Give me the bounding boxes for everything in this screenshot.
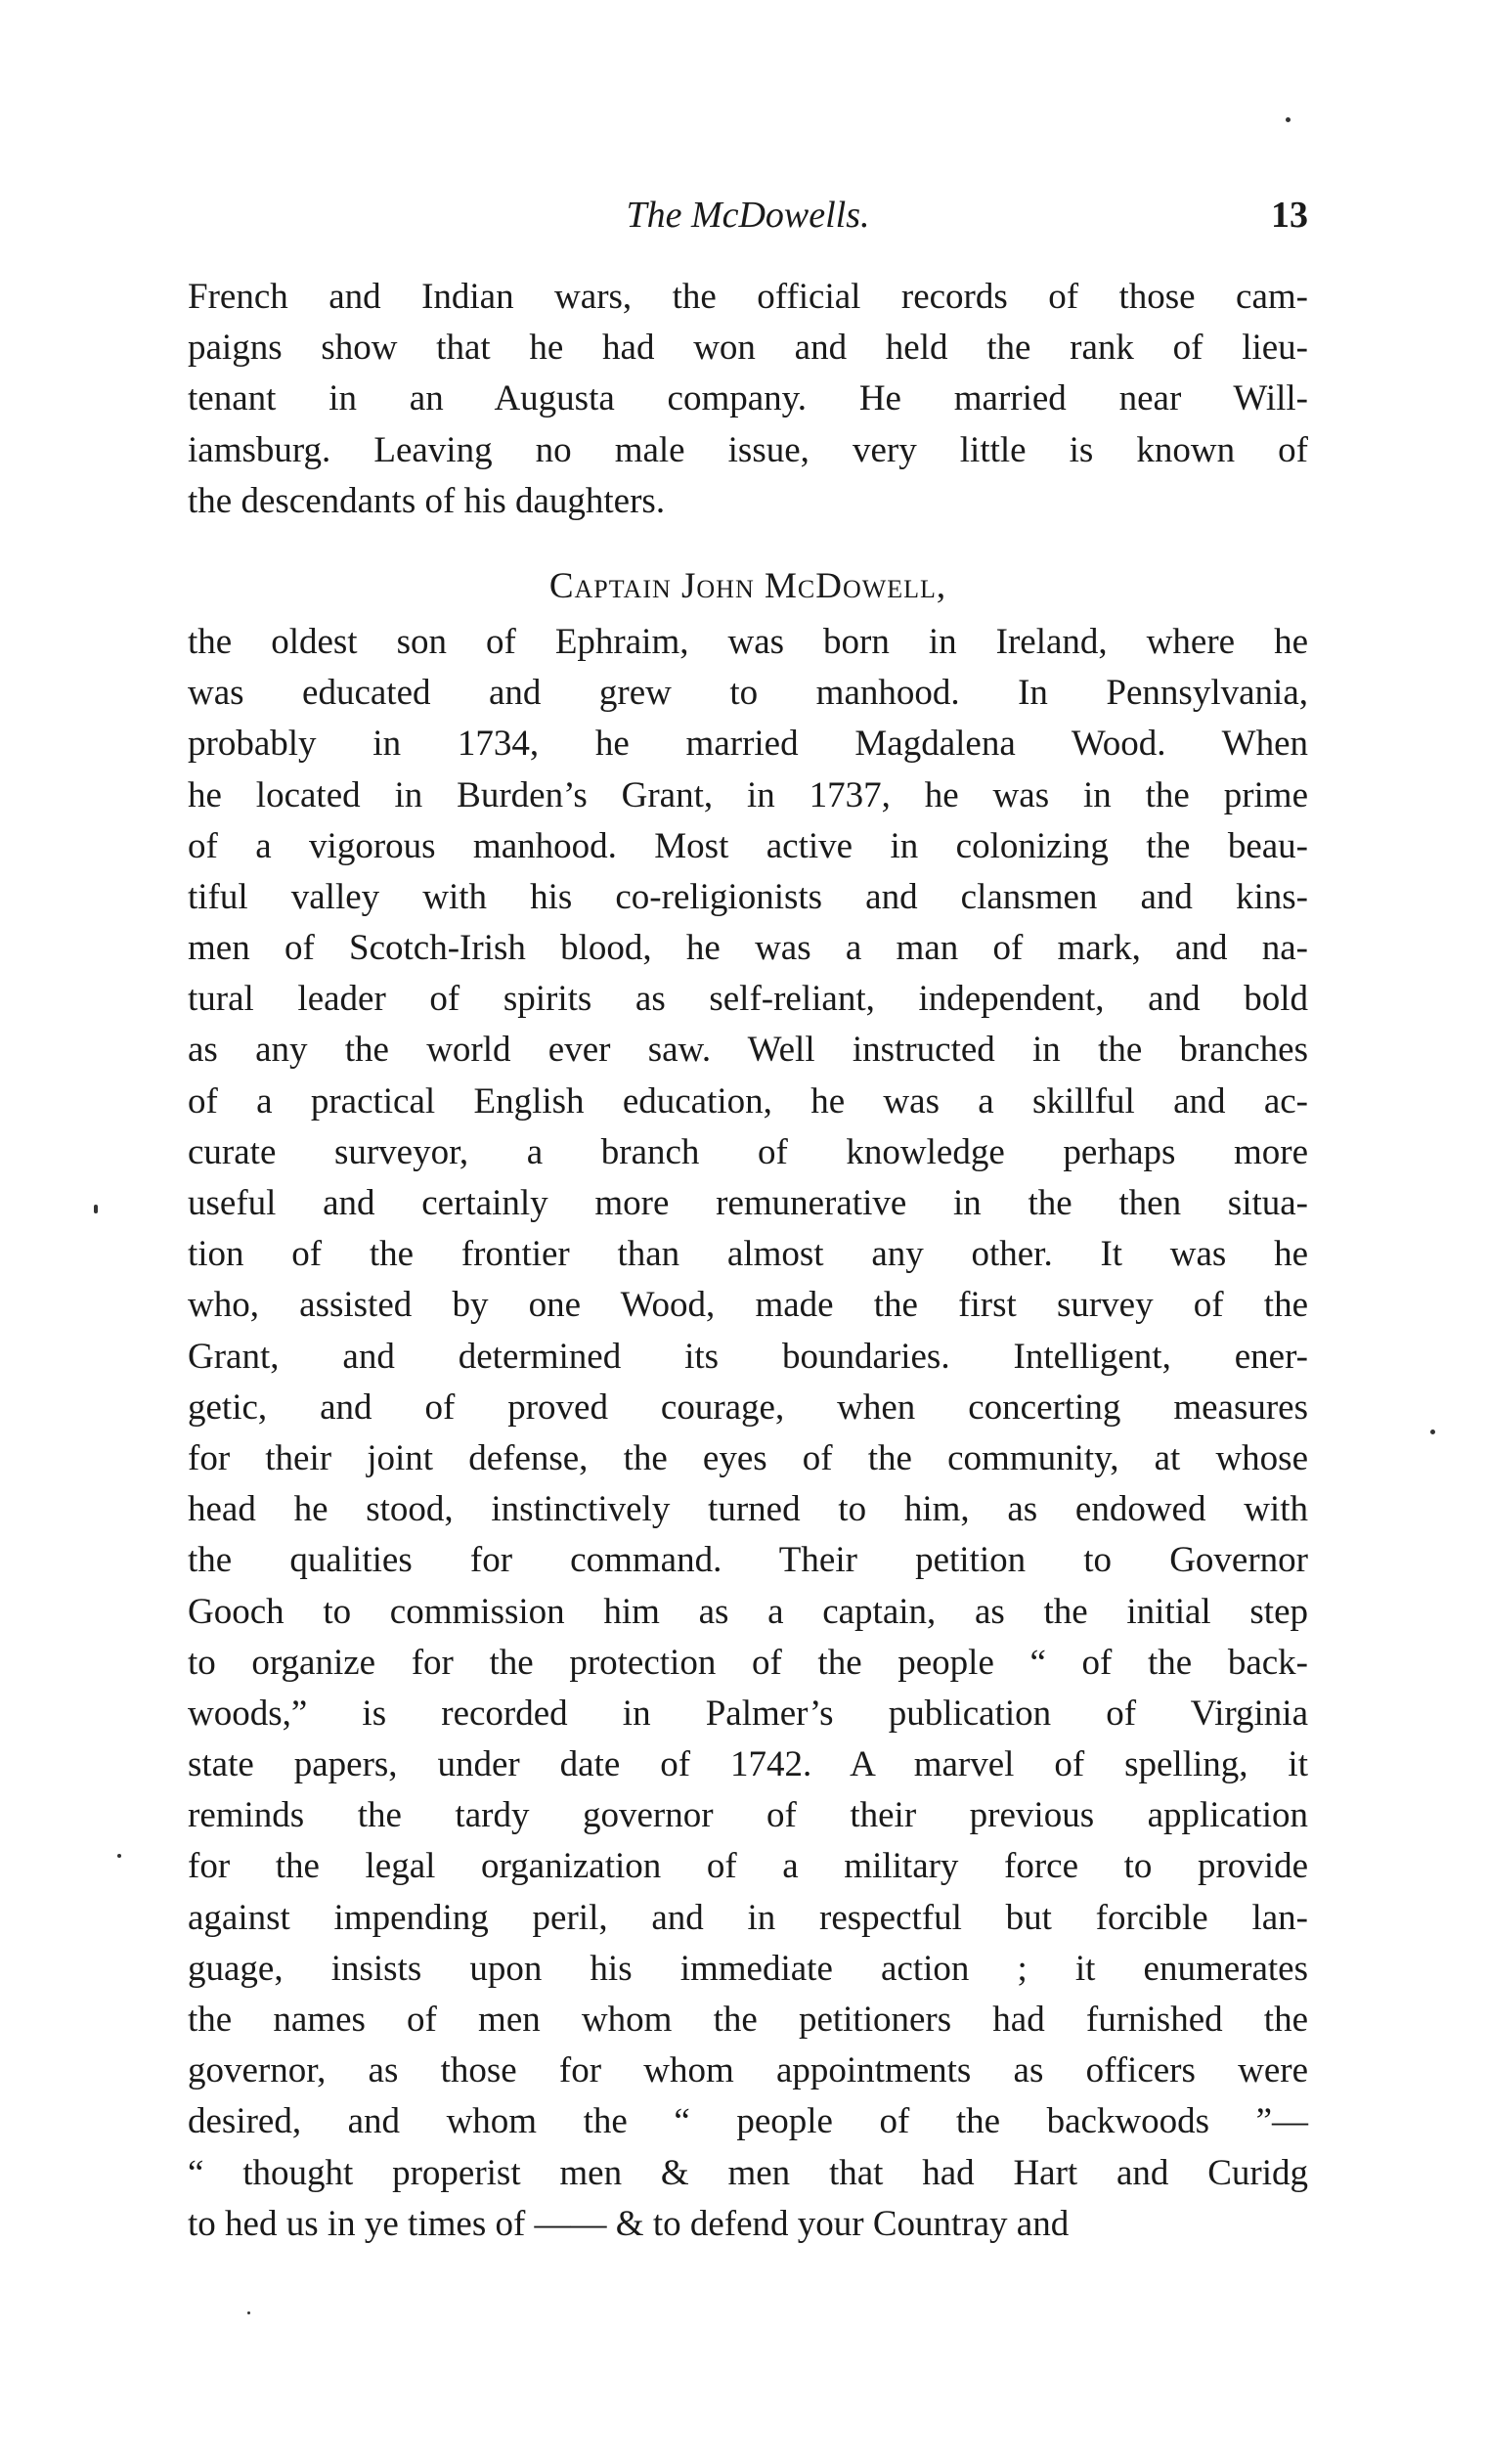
body-text bbox=[188, 272, 1308, 2250]
text-line: iamsburg. Leaving no male issue, very little is known of bbox=[188, 429, 1308, 470]
running-head bbox=[188, 186, 1308, 244]
print-speck bbox=[1430, 1430, 1435, 1434]
text-line: the qualities for command. Their petition to Governor bbox=[188, 1540, 1308, 1581]
text-line: for the legal organization of a military force to provide bbox=[188, 1846, 1308, 1887]
text-line: curate surveyor, a branch of knowledge perhaps more bbox=[188, 1131, 1308, 1172]
text-line: Gooch to commission him as a captain, as the initial step bbox=[188, 1591, 1308, 1632]
print-speck bbox=[117, 1854, 121, 1858]
text-line: guage, insists upon his immediate action ; it enumerates bbox=[188, 1948, 1308, 1989]
text-line: he located in Burden’s Grant, in 1737, he was in the prime bbox=[188, 774, 1308, 815]
text-line: reminds the tardy governor of their previous application bbox=[188, 1795, 1308, 1836]
text-line: probably in 1734, he married Magdalena Wood. When bbox=[188, 724, 1308, 765]
text-line: the descendants of his daughters. bbox=[188, 480, 666, 521]
text-line: paigns show that he had won and held the rank of lieu- bbox=[188, 328, 1308, 369]
text-line: tural leader of spirits as self-reliant, independent, and bold bbox=[188, 979, 1308, 1020]
text-line: against impending peril, and in respectful but forcible lan- bbox=[188, 1897, 1308, 1938]
text-line: tion of the frontier than almost any other. It was he bbox=[188, 1234, 1308, 1275]
text-line: the names of men whom the petitioners had furnished the bbox=[188, 2000, 1308, 2040]
text-line: of a practical English education, he was a skillful and ac- bbox=[188, 1080, 1308, 1122]
paragraph-2 bbox=[188, 617, 1308, 2250]
text-line: state papers, under date of 1742. A marvel of spelling, it bbox=[188, 1744, 1308, 1785]
text-line: Grant, and determined its boundaries. Intelligent, ener- bbox=[188, 1336, 1308, 1377]
section-heading: Captain John McDowell, bbox=[548, 565, 947, 606]
text-line: the oldest son of Ephraim, was born in Ireland, where he bbox=[188, 621, 1308, 662]
text-line: tiful valley with his co-religionists and clansmen and kins- bbox=[188, 876, 1308, 917]
text-line: head he stood, instinctively turned to him, as endowed with bbox=[188, 1489, 1308, 1530]
paragraph-gap bbox=[188, 527, 1308, 556]
text-line: getic, and of proved courage, when concerting measures bbox=[188, 1386, 1308, 1428]
text-line: woods,” is recorded in Palmer’s publication of Virginia bbox=[188, 1693, 1308, 1734]
text-line: useful and certainly more remunerative in the then situa- bbox=[188, 1183, 1308, 1223]
text-line: French and Indian wars, the official records of those cam- bbox=[188, 277, 1308, 317]
text-line: tenant in an Augusta company. He married near Will- bbox=[188, 378, 1308, 419]
text-line: to hed us in ye times of —— & to defend your Countray and bbox=[188, 2203, 1070, 2244]
print-speck bbox=[94, 1205, 98, 1213]
text-line: who, assisted by one Wood, made the first survey of the bbox=[188, 1285, 1308, 1326]
print-speck bbox=[1286, 117, 1291, 122]
text-line: to organize for the protection of the people “ of the back- bbox=[188, 1642, 1308, 1683]
text-line: “ thought properist men & men that had Hart and Curidg bbox=[188, 2152, 1308, 2193]
page-number: 13 bbox=[1271, 195, 1308, 236]
text-line: for their joint defense, the eyes of the community, at whose bbox=[188, 1437, 1308, 1478]
text-line: governor, as those for whom appointments as officers were bbox=[188, 2050, 1308, 2091]
print-speck bbox=[247, 2311, 250, 2314]
text-line: desired, and whom the “ people of the backwoods ”— bbox=[188, 2101, 1308, 2142]
running-title: The McDowells. bbox=[626, 195, 870, 236]
text-line: was educated and grew to manhood. In Pennsylvania, bbox=[188, 673, 1308, 714]
paragraph-1 bbox=[188, 272, 1308, 527]
text-line: of a vigorous manhood. Most active in colonizing the beau- bbox=[188, 825, 1308, 866]
text-line: men of Scotch-Irish blood, he was a man of mark, and na- bbox=[188, 928, 1308, 969]
text-line: as any the world ever saw. Well instructed in the branches bbox=[188, 1030, 1308, 1071]
